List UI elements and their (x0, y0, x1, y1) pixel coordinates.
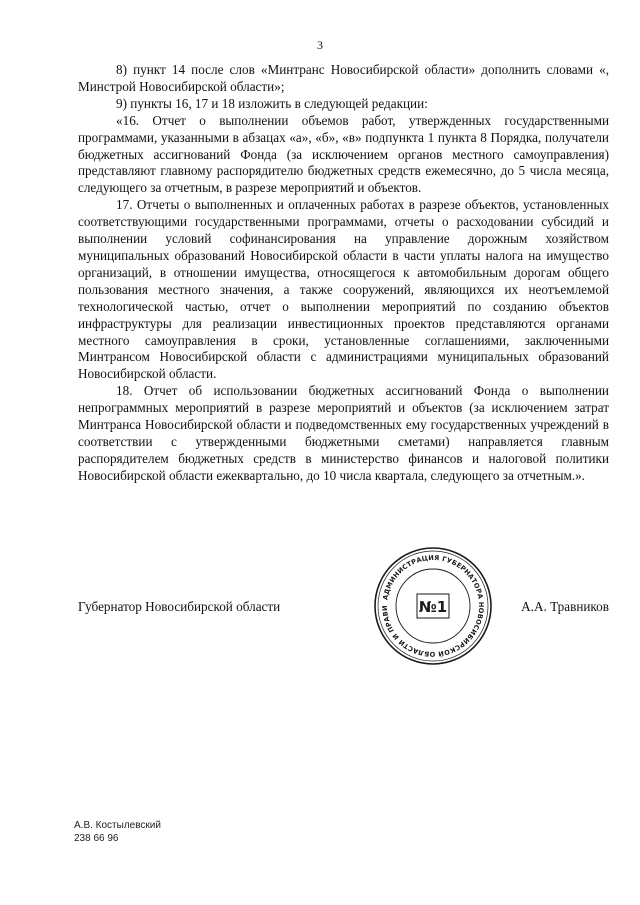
paragraph-point-16: «16. Отчет о выполнении объемов работ, утвержденных государственными программами, указанными в абзацах «а», «б», «в» подпункта 1 пункта 8 Порядка, получатели бюджетных ассигнований Фонда (за исключением органов местного самоуправления) представляют главному распорядителю бюджетных средств ежемесячно, до 5 числа месяца, следующего за отчетным, в разрезе мероприятий и объектов. (78, 112, 609, 196)
paragraph-item-8: 8) пункт 14 после слов «Минтранс Новосибирской области» дополнить словами «, Минстрой Новосибирской области»; (78, 62, 609, 94)
signature-block (78, 598, 609, 618)
page-number: 3 (317, 38, 323, 52)
executor-name: А.В. Костылевский (74, 820, 161, 831)
paragraph-point-17: 17. Отчеты о выполненных и оплаченных работах в разрезе объектов, установленных соответствующими государственными программами, отчеты о расходовании субсидий и выполнении условий софинансирования на управление дорожным хозяйством муниципальных образований Новосибирской области в части уплаты налога на имущество организаций, в отношении имущества, относящегося к автомобильным дорогам общего пользования местного значения, а также сооружений, являющихся их неотъемлемой технологической частью, отчет о выполнении мероприятий по созданию объектов инфраструктуры для реализации инвестиционных проектов представляются органами местного самоуправления в сроки, установленные соглашениями, заключенными Минтрансом Новосибирской области с администрациями муниципальных образований Новосибирской области. (78, 197, 609, 382)
signer-title: Губернатор Новосибирской области (78, 599, 281, 614)
paragraph-point-18: 18. Отчет об использовании бюджетных ассигнований Фонда о выполнении непрограммных мероприятий в разрезе мероприятий и объектов (за исключением затрат Минтранса Новосибирской области и подведомственных ему государственных учреждений в соответствии с утвержденными бюджетными сметами) направляется главным распорядителем бюджетных средств в министерство финансов и налоговой политики Новосибирской области ежеквартально, до 10 числа квартала, следующего за отчетным.». (78, 383, 609, 483)
signer-name: А.А. Травников (521, 599, 609, 614)
seal-icon (372, 545, 494, 667)
svg-text:№1: №1 (418, 598, 448, 616)
official-seal-stamp (372, 545, 494, 667)
paragraph-item-9: 9) пункты 16, 17 и 18 изложить в следующей редакции: (116, 95, 428, 111)
svg-text:АДМИНИСТРАЦИЯ ГУБЕРНАТОРА НОВО: АДМИНИСТРАЦИЯ ГУБЕРНАТОРА НОВОСИБИРСКОЙ ОБЛАСТИ И ПРАВИ (380, 553, 486, 659)
document-body (78, 62, 609, 485)
executor-phone: 238 66 96 (74, 833, 119, 844)
executor-info (74, 819, 161, 845)
